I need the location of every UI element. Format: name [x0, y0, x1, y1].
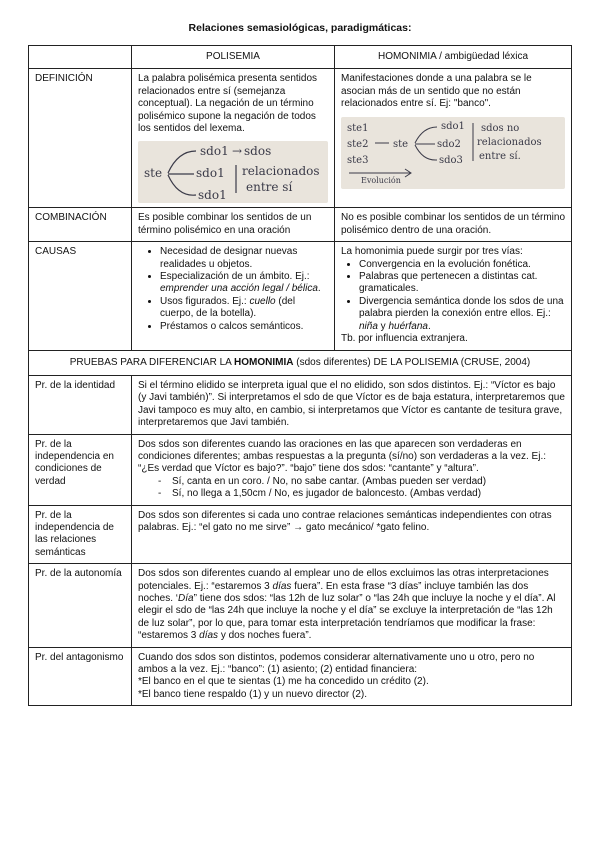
homonimia-sketch-drawing [341, 117, 542, 189]
row-antagonismo [29, 647, 572, 706]
row-definicion [29, 69, 572, 208]
polisemia-handwritten-sketch [138, 141, 328, 203]
sketch-ste: ste [393, 138, 409, 150]
identidad-text: Si el término elidido se interpreta igual que el no elidido, son sdos distintos. Ej.: “Víctor es bajo (y Javi también)”. Si interpretamos el sdo de que Víctor es de baja estatura, interpretaremos que Javi tampoco es muy alto, en cambio, si interpretamos que Víctor es cantante de tesitura grave, interpretaremos que Javi también. [132, 375, 572, 434]
row-independencia-verdad [29, 434, 572, 505]
sketch-entre: entre sí. [479, 150, 521, 162]
antagonismo-text: Cuando dos sdos son distintos, podemos considerar alternativamente uno u otro, pero no ambos a la vez. Ej.: “banco”: (1) asiento; (2) entidad financiera: [138, 651, 535, 676]
row-label: Pr. de la autonomía [29, 564, 132, 647]
row-autonomia [29, 564, 572, 647]
list-item: • Préstamos o calcos semánticos. [160, 321, 328, 333]
sketch-branch-1 [415, 127, 437, 143]
sketch-arrow: → [232, 144, 243, 159]
row-causas [29, 242, 572, 350]
definicion-homonimia-cell [335, 69, 572, 208]
causas-polisemia-cell [132, 242, 335, 350]
sketch-relacionados: relacionados [477, 136, 542, 148]
header-homonimia: HOMONIMIA / ambigüedad léxica [335, 46, 572, 69]
row-label: DEFINICIÓN [29, 69, 132, 208]
causas-homonimia-intro: La homonimia puede surgir por tres vías: [341, 246, 523, 258]
antagonismo-cell [132, 647, 572, 706]
combinacion-polisemia: Es posible combinar los sentidos de un término polisémico en una oración [132, 208, 335, 242]
independencia-verdad-cell [132, 434, 572, 505]
independencia-verdad-list [138, 476, 565, 501]
causas-homonimia-list [341, 259, 565, 333]
row-label: Pr. del antagonismo [29, 647, 132, 706]
causas-polisemia-list [138, 246, 328, 333]
sketch-sense-3: sdo1 [198, 188, 227, 203]
row-pruebas-heading [29, 350, 572, 375]
sketch-sdos-no: sdos no [481, 122, 520, 134]
homonimia-handwritten-sketch [341, 117, 565, 189]
definicion-polisemia-cell [132, 69, 335, 208]
definicion-polisemia-text: La palabra polisémica presenta sentidos relacionados entre sí (semejanza conceptual). La negación de un término polisémico supone la negación de todos los sentidos del lexema. [138, 73, 317, 135]
list-item: • Convergencia en la evolución fonética. [359, 259, 565, 271]
causas-homonimia-outro: Tb. por influencia extranjera. [341, 333, 468, 345]
comparison-table [28, 45, 572, 706]
sketch-ste1: ste1 [347, 122, 369, 134]
table-header-row [29, 46, 572, 69]
sketch-branch-3 [415, 145, 437, 160]
sketch-sdos: sdos [244, 144, 272, 159]
row-label: CAUSAS [29, 242, 132, 350]
sketch-branch-3 [168, 175, 196, 195]
sketch-ste3: ste3 [347, 154, 369, 166]
row-label: COMBINACIÓN [29, 208, 132, 242]
list-item: - Sí, canta en un coro. / No, no sabe cantar. (Ambas pueden ser verdad) [172, 476, 565, 488]
pruebas-heading: PRUEBAS PARA DIFERENCIAR LA HOMONIMIA (sdos diferentes) DE LA POLISEMIA (CRUSE, 2004) [29, 350, 572, 375]
list-item: • Palabras que pertenecen a distintas cat. gramaticales. [359, 271, 565, 296]
sketch-sdo2: sdo2 [437, 138, 461, 150]
row-independencia-relaciones [29, 505, 572, 564]
sketch-root: ste [144, 166, 163, 181]
antagonismo-example-2: *El banco tiene respaldo (1) y un nuevo director (2). [138, 688, 368, 700]
row-combinacion [29, 208, 572, 242]
row-label: Pr. de la independencia en condiciones de verdad [29, 434, 132, 505]
sketch-relacionados: relacionados [242, 164, 320, 179]
list-item: • Necesidad de designar nuevas realidades u objetos. [160, 246, 328, 271]
sketch-entre: entre sí [246, 180, 293, 195]
sketch-sense-1: sdo1 [200, 144, 229, 159]
independencia-relaciones-text: Dos sdos son diferentes si cada uno contrae relaciones semánticas independientes con otras palabras. Ej.: “el gato no me sirve” → gato mecánico/ *gato felino. [132, 505, 572, 564]
header-empty-cell [29, 46, 132, 69]
causas-homonimia-cell [335, 242, 572, 350]
autonomia-text: Dos sdos son diferentes cuando al emplear uno de ellos excluimos las otras interpretaciones potenciales. Ej.: “estaremos 3 días fuera”. En esta frase “3 días” incluye también las dos noches. ‘Día” tiene dos sdos: “las 12h de luz solar” o “las 24h que incluye la noche y el día”. Al elegir el sdo de “las 24h que incluye la noche y el día” se excluye la interpretación de “las 12h de luz solar”, por lo que, para tomar esta interpretación tendríamos que modificar la frase: “estaremos 3 días y dos noches fuera”. [132, 564, 572, 647]
sketch-evolucion: Evolución [361, 175, 401, 185]
antagonismo-example-1: *El banco en el que te sientas (1) me ha concedido un crédito (2). [138, 676, 429, 688]
header-polisemia: POLISEMIA [132, 46, 335, 69]
sketch-sense-2: sdo1 [196, 166, 225, 181]
list-item: • Usos figurados. Ej.: cuello (del cuerpo, de la botella). [160, 296, 328, 321]
polisemia-sketch-drawing [138, 141, 328, 203]
row-label: Pr. de la independencia de las relaciones semánticas [29, 505, 132, 564]
independencia-verdad-text: Dos sdos son diferentes cuando las oraciones en las que aparecen son verdaderas en condiciones diferentes; ambas respuestas a la pregunta (sí/no) son verdaderas a la vez. Ej.: “¿Es verdad que Víctor es bajo?”. “bajo” tiene dos sdos: “cantante” y “altura”. [138, 438, 547, 475]
combinacion-homonimia: No es posible combinar los sentidos de un término polisémico dentro de una oración. [335, 208, 572, 242]
sketch-sdo1: sdo1 [441, 120, 465, 132]
page-title: Relaciones semasiológicas, paradigmáticas: [188, 22, 412, 34]
row-identidad [29, 375, 572, 434]
list-item: - Sí, no llega a 1,50cm / No, es jugador de baloncesto. (Ambas verdad) [172, 488, 565, 500]
list-item: • Divergencia semántica donde los sdos de una palabra pierden la conexión entre ellos. Ej.: niña y huérfana. [359, 296, 565, 333]
definicion-homonimia-text: Manifestaciones donde a una palabra se le asocian más de un sentido que no están relacionados entre sí. Ej: "banco". [341, 73, 532, 110]
sketch-sdo3: sdo3 [439, 154, 463, 166]
sketch-ste2: ste2 [347, 138, 369, 150]
row-label: Pr. de la identidad [29, 375, 132, 434]
sketch-branch-1 [168, 151, 196, 173]
list-item: • Especialización de un ámbito. Ej.: emprender una acción legal / bélica. [160, 271, 328, 296]
